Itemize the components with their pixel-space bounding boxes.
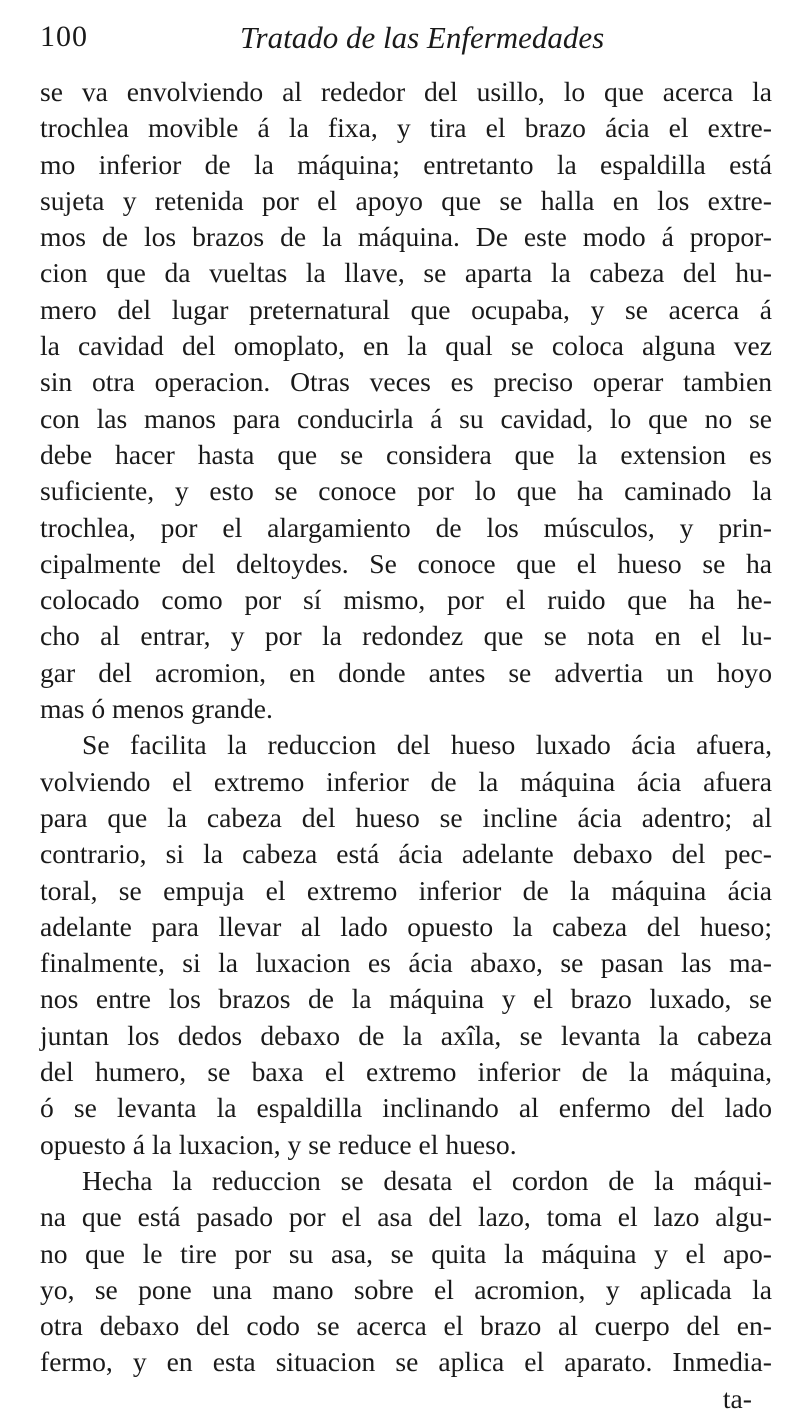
text-line: gar del acromion, en donde antes se advertia un hoyo	[40, 656, 772, 688]
text-line: debe hacer hasta que se considera que la extension es	[40, 438, 772, 470]
text-line: fermo, y en esta situacion se aplica el aparato. Inmedia-	[40, 1346, 772, 1378]
text-line: cho al entrar, y por la redondez que se nota en el lu-	[40, 620, 772, 652]
body-text	[40, 74, 772, 1417]
text-line: suficiente, y esto se conoce por lo que ha caminado la	[40, 475, 772, 507]
text-line: nos entre los brazos de la máquina y el brazo luxado, se	[40, 983, 772, 1015]
text-line: mero del lugar preternatural que ocupaba, y se acerca á	[40, 293, 772, 325]
text-line: Hecha la reduccion se desata el cordon de la máqui-	[82, 1164, 772, 1196]
text-line: mo inferior de la máquina; entretanto la espaldilla está	[40, 148, 772, 180]
text-line: opuesto á la luxacion, y se reduce el hueso.	[40, 1128, 517, 1160]
page-number: 100	[40, 20, 88, 53]
text-line: con las manos para conducirla á su cavidad, lo que no se	[40, 402, 772, 434]
text-line: na que está pasado por el asa del lazo, toma el lazo algu-	[40, 1201, 772, 1233]
text-line: yo, se pone una mano sobre el acromion, y aplicada la	[40, 1273, 772, 1305]
text-line: toral, se empuja el extremo inferior de la máquina ácia	[40, 874, 772, 906]
text-line: colocado como por sí mismo, por el ruido que ha he-	[40, 584, 772, 616]
text-line: ó se levanta la espaldilla inclinando al enfermo del lado	[40, 1092, 772, 1124]
text-line: para que la cabeza del hueso se incline ácia adentro; al	[40, 801, 772, 833]
text-line: finalmente, si la luxacion es ácia abaxo, se pasan las ma-	[40, 947, 772, 979]
text-line: sujeta y retenida por el apoyo que se halla en los extre-	[40, 184, 772, 216]
catchword: ta-	[722, 1382, 752, 1414]
text-line: trochlea, por el alargamiento de los músculos, y prin-	[40, 511, 772, 543]
text-line: juntan los dedos debaxo de la axîla, se levanta la cabeza	[40, 1019, 772, 1051]
text-line: adelante para llevar al lado opuesto la cabeza del hueso;	[40, 910, 772, 942]
text-line: cion que da vueltas la llave, se aparta la cabeza del hu-	[40, 257, 772, 289]
text-line: la cavidad del omoplato, en la qual se coloca alguna vez	[40, 330, 772, 362]
text-line: contrario, si la cabeza está ácia adelante debaxo del pec-	[40, 838, 772, 870]
text-line: sin otra operacion. Otras veces es preciso operar tambien	[40, 366, 772, 398]
text-line: Se facilita la reduccion del hueso luxado ácia afuera,	[82, 729, 772, 761]
text-line: trochlea movible á la fixa, y tira el brazo ácia el extre-	[40, 112, 772, 144]
text-line: cipalmente del deltoydes. Se conoce que el hueso se ha	[40, 547, 772, 579]
text-line: se va envolviendo al rededor del usillo, lo que acerca la	[40, 76, 772, 107]
text-line: mos de los brazos de la máquina. De este modo á propor-	[40, 221, 772, 253]
text-line: volviendo el extremo inferior de la máquina ácia afuera	[40, 765, 772, 797]
text-line: no que le tire por su asa, se quita la máquina y el apo-	[40, 1237, 772, 1269]
running-title: Tratado de las Enfermedades	[240, 20, 605, 55]
text-line: otra debaxo del codo se acerca el brazo al cuerpo del en-	[40, 1310, 772, 1342]
text-line: mas ó menos grande.	[40, 693, 273, 725]
text-line: del humero, se baxa el extremo inferior de la máquina,	[40, 1056, 772, 1088]
page-header	[40, 20, 772, 66]
